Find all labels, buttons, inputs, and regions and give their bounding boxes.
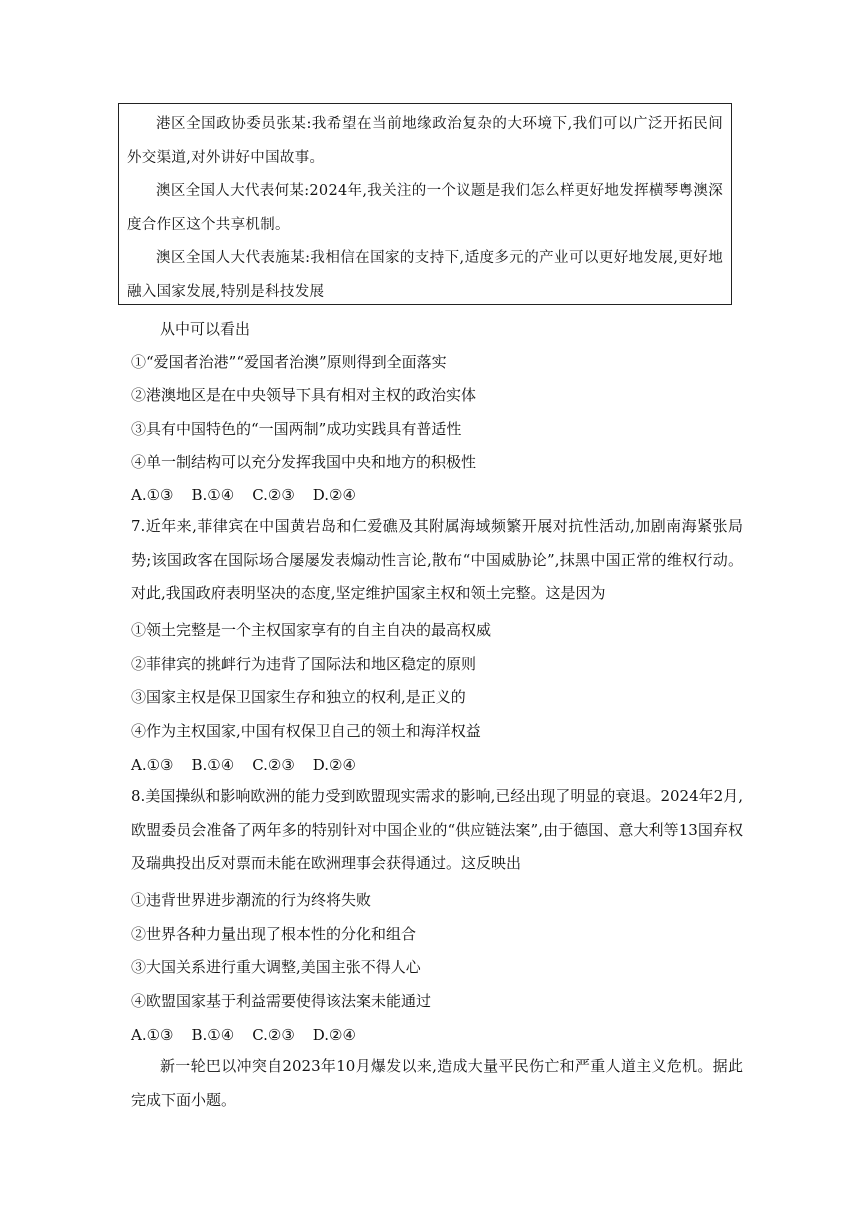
q7-option-a[interactable]: A.①③ bbox=[131, 756, 174, 774]
quote-line-2: 澳区全国人大代表何某:2024年,我关注的一个议题是我们怎么样更好地发挥横琴粤澳深度合作区这个共享机制。 bbox=[127, 183, 723, 233]
q7-item-1: ①领土完整是一个主权国家享有的自主自决的最高权威 bbox=[131, 621, 492, 639]
q8-options bbox=[131, 1025, 741, 1045]
q6-option-a[interactable]: A.①③ bbox=[131, 486, 174, 504]
q7-item-4: ④作为主权国家,中国有权保卫自己的领土和海洋权益 bbox=[131, 722, 481, 740]
q8-option-a[interactable]: A.①③ bbox=[131, 1026, 174, 1044]
q8-item-2: ②世界各种力量出现了根本性的分化和组合 bbox=[131, 925, 417, 943]
q8-item-3: ③大国关系进行重大调整,美国主张不得人心 bbox=[131, 958, 421, 976]
q6-item-4: ④单一制结构可以充分发挥我国中央和地方的积极性 bbox=[131, 453, 477, 471]
next-section-intro: 新一轮巴以冲突自2023年10月爆发以来,造成大量平民伤亡和严重人道主义危机。据此完成下面小题。 bbox=[131, 1057, 743, 1109]
quote-box bbox=[118, 103, 732, 305]
q6-option-b[interactable]: B.①④ bbox=[191, 486, 235, 504]
quote-line-1: 港区全国政协委员张某:我希望在当前地缘政治复杂的大环境下,我们可以广泛开拓民间外交渠道,对外讲好中国故事。 bbox=[127, 116, 723, 166]
q8-stem: 8.美国操纵和影响欧洲的能力受到欧盟现实需求的影响,已经出现了明显的衰退。2024年2月,欧盟委员会准备了两年多的特别针对中国企业的“供应链法案”,由于德国、意大利等13国弃权及瑞典投出反对票而未能在欧洲理事会获得通过。这反映出 bbox=[131, 787, 743, 873]
q6-option-d[interactable]: D.②④ bbox=[312, 486, 356, 504]
q7-option-c[interactable]: C.②③ bbox=[252, 756, 295, 774]
quote-line-3: 澳区全国人大代表施某:我相信在国家的支持下,适度多元的产业可以更好地发展,更好地融入国家发展,特别是科技发展 bbox=[127, 250, 723, 300]
q8-option-c[interactable]: C.②③ bbox=[252, 1026, 295, 1044]
q8-option-b[interactable]: B.①④ bbox=[191, 1026, 235, 1044]
q6-options bbox=[131, 485, 741, 505]
q6-item-2: ②港澳地区是在中央领导下具有相对主权的政治实体 bbox=[131, 386, 477, 404]
q8-item-1: ①违背世界进步潮流的行为终将失败 bbox=[131, 891, 372, 909]
q6-option-c[interactable]: C.②③ bbox=[252, 486, 295, 504]
q6-item-1: ①“爱国者治港”“爱国者治澳”原则得到全面落实 bbox=[131, 353, 447, 371]
q6-stem: 从中可以看出 bbox=[160, 320, 251, 338]
q7-option-b[interactable]: B.①④ bbox=[191, 756, 235, 774]
q8-item-4: ④欧盟国家基于利益需要使得该法案未能通过 bbox=[131, 992, 432, 1010]
q6-item-3: ③具有中国特色的“一国两制”成功实践具有普适性 bbox=[131, 420, 462, 438]
q7-option-d[interactable]: D.②④ bbox=[312, 756, 356, 774]
q8-option-d[interactable]: D.②④ bbox=[312, 1026, 356, 1044]
q7-item-3: ③国家主权是保卫国家生存和独立的权利,是正义的 bbox=[131, 688, 466, 706]
q7-stem: 7.近年来,菲律宾在中国黄岩岛和仁爱礁及其附属海域频繁开展对抗性活动,加剧南海紧张局势;该国政客在国际场合屡屡发表煽动性言论,散布“中国威胁论”,抹黑中国正常的维权行动。对此,我国政府表明坚决的态度,坚定维护国家主权和领土完整。这是因为 bbox=[131, 517, 743, 603]
q7-options bbox=[131, 755, 741, 775]
q7-item-2: ②菲律宾的挑衅行为违背了国际法和地区稳定的原则 bbox=[131, 655, 477, 673]
